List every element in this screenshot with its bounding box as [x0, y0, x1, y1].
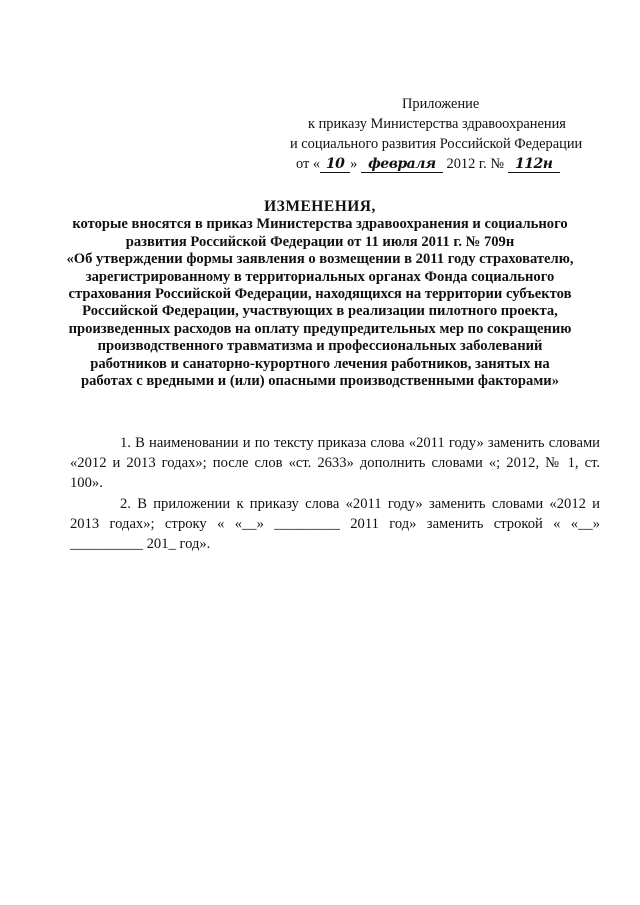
title-line: которые вносятся в приказ Министерства здравоохранения и социального — [72, 216, 568, 233]
title-line: страхования Российской Федерации, находящихся на территории субъектов — [68, 286, 572, 303]
appendix-ministry: и социального развития Российской Федерации — [290, 136, 583, 152]
title-line: производственного травматизма и профессиональных заболеваний — [97, 338, 543, 355]
paragraph-1: 1. В наименовании и по тексту приказа слова «2011 году» заменить словами «2012 и 2013 годах»; после слов «ст. 2633» дополнить словами «; 2012, № 1, ст. 100». — [70, 435, 600, 492]
date-prefix: от « — [296, 156, 321, 172]
appendix-header — [282, 94, 612, 174]
document-body — [70, 433, 600, 554]
handwritten-order-number: 112н — [508, 157, 560, 173]
title-heading: ИЗМЕНЕНИЯ, — [264, 198, 376, 215]
title-line: Российской Федерации, участвующих в реализации пилотного проекта, — [82, 303, 558, 320]
appendix-label: Приложение — [402, 96, 480, 112]
title-line: развития Российской Федерации от 11 июля 2011 г. № 709н — [125, 233, 515, 250]
handwritten-day: 10 — [320, 157, 350, 173]
title-line: зарегистрированному в территориальных органах Фонда социального — [85, 268, 555, 285]
date-quote-close: » — [350, 156, 358, 172]
appendix-date-line — [282, 154, 612, 174]
handwritten-month: февраля — [361, 157, 443, 173]
title-line: произведенных расходов на оплату предупредительных мер по сокращению — [68, 320, 572, 337]
document-title — [40, 198, 600, 390]
title-line: работников и санаторно-курортного лечения работников, занятых на — [90, 355, 550, 372]
title-line: «Об утверждении формы заявления о возмещении в 2011 году страхователю, — [66, 251, 574, 268]
date-year: 2012 г. № — [446, 156, 505, 172]
paragraph-2: 2. В приложении к приказу слова «2011 году» заменить словами «2012 и 2013 годах»; строку « «__» _________ 2011 год» заменить строкой « «__» __________ 201_ год». — [70, 495, 600, 553]
title-line: работах с вредными и (или) опасными производственными факторами» — [81, 373, 559, 390]
appendix-order-ref: к приказу Министерства здравоохранения — [308, 116, 566, 132]
